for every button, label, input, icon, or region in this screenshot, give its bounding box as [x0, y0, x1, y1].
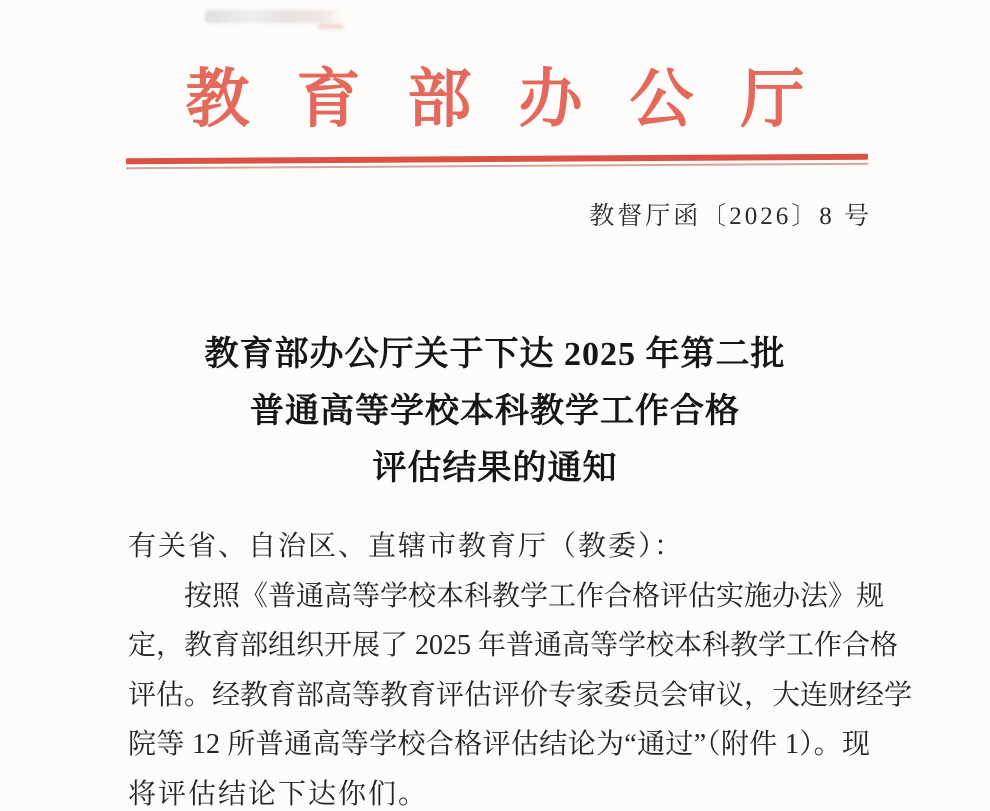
scan-artifact-dot	[318, 24, 344, 29]
salutation-line: 有关省、自治区、直辖市教育厅（教委）：	[128, 531, 685, 562]
paragraph-line: 院等 12 所普通高等学校合格评估结论为“通过”（附件 1）。现	[128, 729, 870, 760]
paragraph-line: 按照《普通高等学校本科教学工作合格评估实施办法》规	[184, 580, 885, 612]
paragraph-line: 定，教育部组织开展了 2025 年普通高等学校本科教学工作合格	[128, 630, 899, 661]
notice-title-line-3: 评估结果的通知	[372, 450, 618, 487]
scan-artifact	[205, 10, 340, 23]
notice-title-line-2: 普通高等学校本科教学工作合格	[250, 393, 740, 430]
agency-masthead: 教育部办公厅	[185, 64, 852, 135]
paragraph-line: 评估。经教育部高等教育评估评价专家委员会审议，大连财经学	[128, 679, 913, 711]
paragraph-line: 将评估结论下达你们。	[128, 778, 429, 810]
notice-body	[128, 522, 913, 811]
red-rule-thin	[126, 163, 868, 170]
notice-title-line-1: 教育部办公厅关于下达 2025 年第二批	[204, 336, 786, 373]
red-divider-rule	[126, 154, 868, 170]
notice-title	[0, 326, 990, 497]
document-number: 教督厅函〔2026〕8 号	[589, 203, 872, 230]
